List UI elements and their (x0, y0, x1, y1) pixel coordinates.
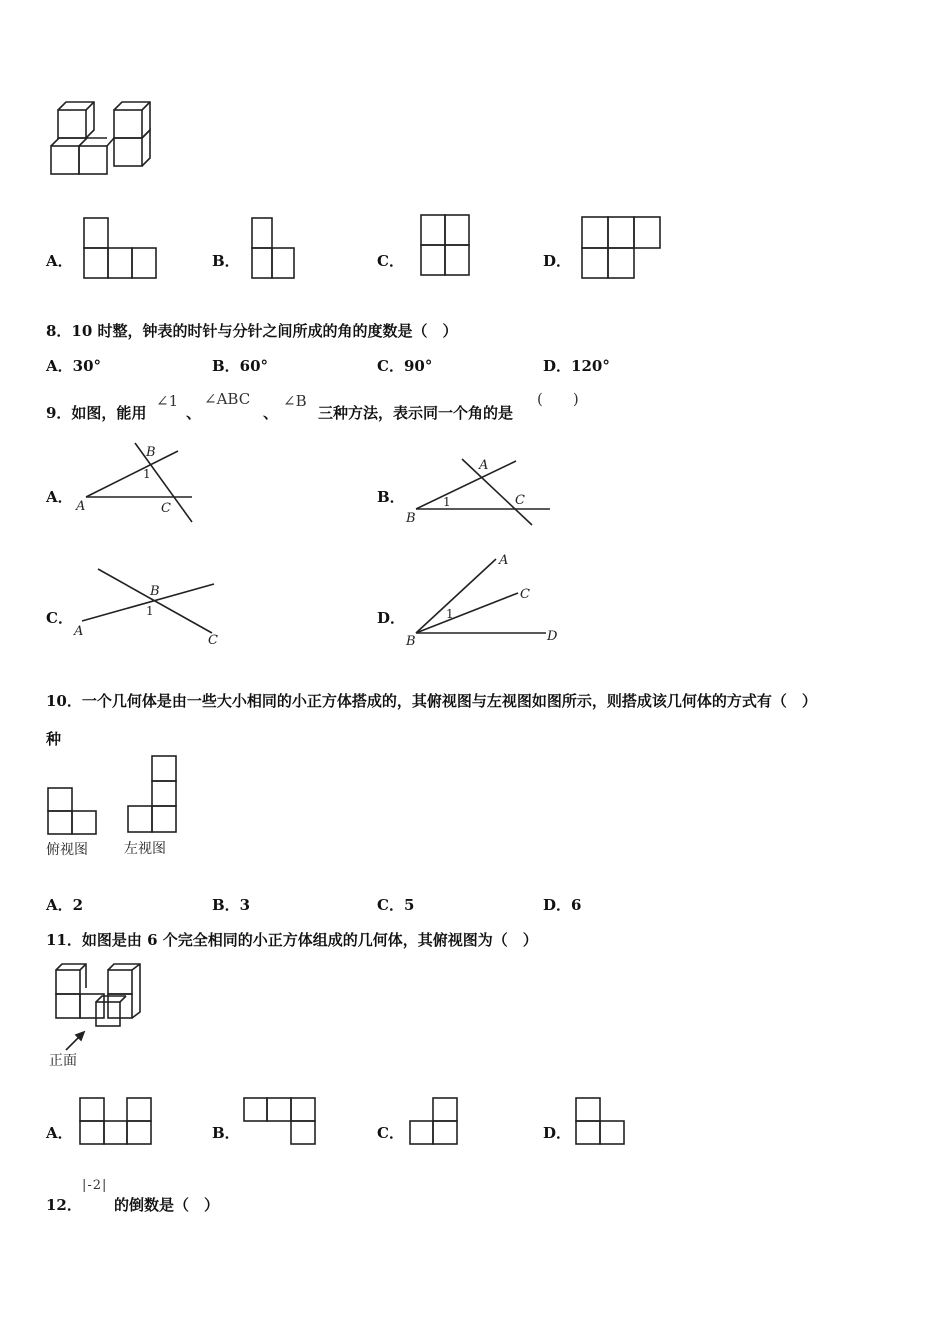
q9b-label-1: 1 (443, 495, 451, 509)
q9-angle-abc: ∠ABC (204, 390, 251, 408)
q7-option-a-label[interactable]: A． (46, 252, 73, 270)
q9b-label-c: C (515, 493, 525, 508)
q11-stem: 11．如图是由 6 个完全相同的小正方体组成的几何体，其俯视图为（ ） (46, 931, 538, 949)
q7-option-d-figure (581, 216, 663, 280)
q9c-label-a: A (74, 624, 84, 639)
q8-option-c[interactable]: C．90° (377, 357, 433, 375)
q9-option-b-label[interactable]: B． (377, 488, 405, 506)
q9c-label-b: B (150, 584, 160, 599)
q10-option-b[interactable]: B．3 (212, 896, 251, 914)
q9a-label-c: C (161, 501, 171, 516)
q10-stem: 10．一个几何体是由一些大小相同的小正方体搭成的，其俯视图与左视图如图所示，则搭成该几何体的方式有（ ） (46, 692, 817, 710)
q9b-label-a: A (479, 458, 489, 473)
q11-option-d-label[interactable]: D． (543, 1124, 572, 1142)
q9-option-d-label[interactable]: D． (377, 609, 406, 627)
q10-option-c[interactable]: C．5 (377, 896, 415, 914)
q11-option-a-label[interactable]: A． (46, 1124, 73, 1142)
q9b-label-b: B (406, 511, 416, 526)
q11-front-caption: 正面 (49, 1053, 77, 1069)
q9-option-c-label[interactable]: C． (46, 609, 73, 627)
q9a-label-1: 1 (143, 467, 151, 481)
q7-option-a-figure (83, 217, 157, 279)
q9d-label-d: D (547, 629, 558, 644)
q9-option-b-figure (400, 455, 560, 530)
q11-option-b-figure (243, 1097, 317, 1147)
q12-suffix: 的倒数是（ ） (114, 1196, 220, 1214)
q11-option-d-figure (575, 1097, 627, 1147)
q10-option-d[interactable]: D．6 (543, 896, 582, 914)
q8-option-d[interactable]: D．120° (543, 357, 610, 375)
q7-option-c-figure (420, 214, 472, 278)
q9-angle-b: ∠B (283, 392, 307, 410)
q7-option-c-label[interactable]: C． (377, 252, 404, 270)
q9-stem-prefix: 9．如图，能用 (46, 404, 147, 422)
q9-stem-suffix: 三种方法，表示同一个角的是 (318, 404, 514, 422)
q9c-label-1: 1 (146, 604, 154, 618)
q9d-label-a: A (499, 553, 509, 568)
q8-option-a[interactable]: A．30° (46, 357, 102, 375)
q7-solid-figure (48, 98, 158, 180)
q9-option-d-figure (400, 548, 565, 648)
q10-option-a[interactable]: A．2 (46, 896, 84, 914)
q9-sep-2: 、 (263, 404, 279, 422)
q9-option-a-figure (70, 440, 200, 525)
q11-option-c-label[interactable]: C． (377, 1124, 404, 1142)
q12-prefix: 12． (46, 1196, 82, 1214)
q9-option-a-label[interactable]: A． (46, 488, 73, 506)
q11-option-c-figure (409, 1097, 461, 1147)
q7-option-b-label[interactable]: B． (212, 252, 240, 270)
q7-option-b-figure (251, 217, 297, 279)
q10-left-view-caption: 左视图 (124, 841, 166, 857)
q9a-label-b: B (146, 445, 156, 460)
q9a-label-a: A (76, 499, 86, 514)
q8-option-b[interactable]: B．60° (212, 357, 269, 375)
q10-top-view-caption: 俯视图 (46, 842, 88, 858)
q9-sep-1: 、 (186, 404, 202, 422)
q9-option-c-figure (70, 563, 230, 648)
q11-solid-figure (50, 962, 150, 1032)
q11-option-a-figure (79, 1097, 153, 1147)
q10-top-view-figure (47, 787, 99, 837)
q8-stem: 8．10 时整，钟表的时针与分针之间所成的角的度数是（ ） (46, 322, 458, 340)
q9c-label-c: C (208, 633, 218, 648)
q12-expression: |-2| (82, 1178, 108, 1193)
q9-answer-paren: ( ) (537, 390, 579, 408)
q7-option-d-label[interactable]: D． (543, 252, 572, 270)
q10-left-view-figure (128, 755, 180, 835)
q9-angle-1: ∠1 (156, 392, 179, 410)
q9d-label-c: C (520, 587, 530, 602)
q9d-label-b: B (406, 634, 416, 649)
q11-option-b-label[interactable]: B． (212, 1124, 240, 1142)
q10-stem-cont: 种 (46, 730, 62, 748)
q9d-label-1: 1 (446, 607, 454, 621)
